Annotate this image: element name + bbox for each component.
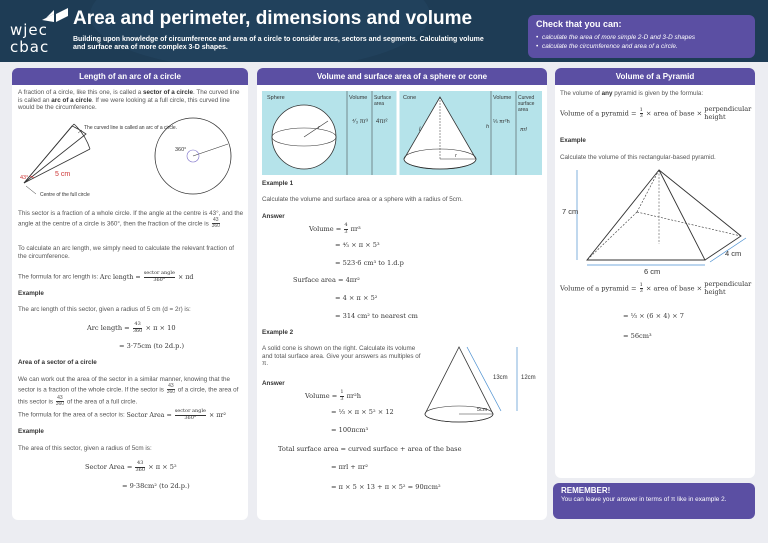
check-item: • calculate the circumference and area of a circle. [536, 42, 747, 51]
pyramid-heading: Volume of a Pyramid [555, 68, 755, 85]
page-subtitle: Building upon knowledge of circumference and area of a circle to consider arcs, sectors and segments. Calculating volume and surface area of more complex 3-D shapes. [73, 36, 484, 52]
svg-text:Sphere: Sphere [267, 95, 285, 101]
svg-text:The curved line is called an a: The curved line is called an arc of a circle. [84, 125, 178, 131]
sector-heading: Area of a sector of a circle [18, 359, 97, 366]
sector-example-text: The area of this sector, given a radius of 5cm is: [18, 445, 152, 452]
svg-text:5 cm: 5 cm [55, 171, 71, 178]
answer1-line5: = 4 × π × 5² [335, 294, 378, 302]
arc-intro: A fraction of a circle, like this one, is called a sector of a circle. The curved line is called an arc of a circle. If we were looking at a full circle, this curved line would be the circumference. [18, 89, 240, 112]
answer1-line1: Volume = $\frac{4}{3}$ πr³ [309, 222, 361, 235]
cone-example-diagram [417, 343, 545, 433]
svg-text:r: r [455, 153, 457, 159]
answer2-line2: = ⅓ × π × 5² × 12 [331, 408, 394, 416]
arc-formula: The formula for arc length is: Arc length = $\frac{\text{sector angle}}{360^\circ}$ × πd [18, 270, 194, 283]
answer1-label: Answer [262, 213, 285, 220]
svg-text:4 cm: 4 cm [725, 249, 742, 258]
arc-example-line1: Arc length = $\frac{43}{360}$ × π × 10 [87, 321, 176, 334]
sphere-cone-diagram [262, 91, 542, 175]
answer2-line3: = 100πcm³ [331, 426, 369, 434]
answer2-label: Answer [262, 380, 285, 387]
svg-text:h: h [486, 124, 490, 130]
example2-text: A solid cone is shown on the right. Calculate its volume and total surface area. Give your answers as multiples of π. [262, 345, 421, 368]
check-item: • calculate the area of more simple 2-D and 3-D shapes [536, 33, 747, 42]
svg-text:Curved: Curved [518, 95, 535, 101]
answer2-line4: Total surface area = curved surface + area of the base [278, 445, 462, 453]
sphere-cone-heading: Volume and surface area of a sphere or cone [257, 68, 547, 85]
example1-label: Example 1 [262, 180, 294, 187]
pyramid-formula-2: Volume of a pyramid = $\frac{1}{3}$ × area of base × perpendicular height [560, 280, 752, 296]
book-icon [40, 6, 72, 24]
pyramid-example-text: Calculate the volume of this rectangular-based pyramid. [560, 154, 716, 161]
answer1-line2: = ⁴⁄₃ × π × 5³ [335, 241, 380, 249]
arc-p3: To calculate an arc length, we simply need to calculate the relevant fraction of the circumference. [18, 245, 234, 260]
arc-card [12, 68, 248, 520]
svg-text:area: area [374, 101, 385, 107]
check-title: Check that you can: [536, 19, 622, 29]
svg-text:Surface: Surface [374, 95, 392, 101]
svg-text:Volume: Volume [349, 95, 368, 101]
svg-text:⅓ πr²h: ⅓ πr²h [493, 119, 510, 125]
pyramid-intro: The volume of any pyramid is given by the formula: [560, 90, 704, 97]
answer2-line6: = π × 5 × 13 + π × 5² = 90πcm² [331, 483, 441, 491]
sector-example-line2: = 9·38cm² (to 2d.p.) [122, 482, 190, 490]
sector-paragraph: We can work out the area of the sector in a similar manner, knowing that the sector is a fraction of the whole circle. If the sector is $\frac{43}{360}$ of a circle, the area of this sector is $\frac{43}{360}$ of the area of a full circle. [18, 376, 239, 408]
svg-text:l: l [419, 127, 421, 133]
pyramid-example-label: Example [560, 137, 586, 144]
svg-text:πrl: πrl [520, 127, 527, 133]
svg-text:r: r [318, 125, 320, 131]
svg-text:surface: surface [518, 101, 535, 107]
arc-example-text: The arc length of this sector, given a radius of 5 cm (d = 2r) is: [18, 306, 191, 313]
arc-p2: This sector is a fraction of a whole circle. If the angle at the centre is 43°, and the angle at the centre of a circle is 360°, then the fraction of the circle is $\frac{43}{360}$ [18, 210, 244, 230]
svg-text:5cm: 5cm [477, 407, 488, 413]
answer2-line5: = πrl + πr² [331, 463, 369, 471]
answer1-line4: Surface area = 4πr² [293, 276, 360, 284]
svg-text:12cm: 12cm [521, 375, 536, 381]
svg-text:Cone: Cone [403, 95, 417, 101]
answer1-line6: = 314 cm² to nearest cm [335, 312, 418, 320]
example1-text: Calculate the volume and surface area or a sphere with a radius of 5cm. [262, 196, 463, 203]
svg-text:360°: 360° [175, 147, 187, 153]
check-box [528, 15, 755, 58]
svg-text:Centre of the full circle: Centre of the full circle [40, 192, 90, 198]
sector-diagram [12, 116, 248, 206]
answer2-line1: Volume = $\frac{1}{3}$ πr²h [305, 389, 362, 402]
svg-text:Volume: Volume [493, 95, 512, 101]
svg-text:area: area [518, 107, 529, 113]
pyramid-formula: Volume of a pyramid = $\frac{1}{3}$ × area of base × perpendicular height [560, 105, 752, 121]
svg-text:4πr²: 4πr² [376, 119, 388, 125]
arc-example-label: Example [18, 290, 44, 297]
example2-label: Example 2 [262, 329, 294, 336]
remember-box [553, 483, 755, 519]
pyramid-line-2: = ⅓ × (6 × 4) × 7 [623, 312, 684, 320]
sector-example-label: Example [18, 428, 44, 435]
svg-text:⁴⁄₃ πr³: ⁴⁄₃ πr³ [352, 119, 368, 125]
pyramid-line-3: = 56cm³ [623, 332, 652, 340]
remember-text: You can leave your answer in terms of π like in example 2. [561, 496, 727, 503]
sector-formula: The formula for the area of a sector is: Sector Area = $\frac{\text{sector angle}}{360^\circ}$ × πr² [18, 408, 226, 421]
remember-title: REMEMBER! [561, 486, 611, 495]
arc-example-line2: = 3·75cm (to 2d.p.) [119, 342, 185, 350]
svg-text:13cm: 13cm [493, 375, 508, 381]
pyramid-diagram [555, 164, 755, 274]
answer1-line3: = 523·6 cm³ to 1.d.p [335, 259, 404, 267]
page-title: Area and perimeter, dimensions and volume [73, 8, 473, 29]
wjec-logo: wjec cbac [10, 10, 68, 56]
pyramid-card [555, 68, 755, 478]
svg-text:6 cm: 6 cm [644, 267, 661, 274]
svg-text:43°: 43° [20, 175, 29, 181]
arc-heading: Length of an arc of a circle [12, 68, 248, 85]
sector-example-line1: Sector Area = $\frac{43}{360}$ × π × 5² [85, 460, 177, 473]
svg-text:7 cm: 7 cm [562, 207, 579, 216]
sphere-cone-card [257, 68, 547, 520]
